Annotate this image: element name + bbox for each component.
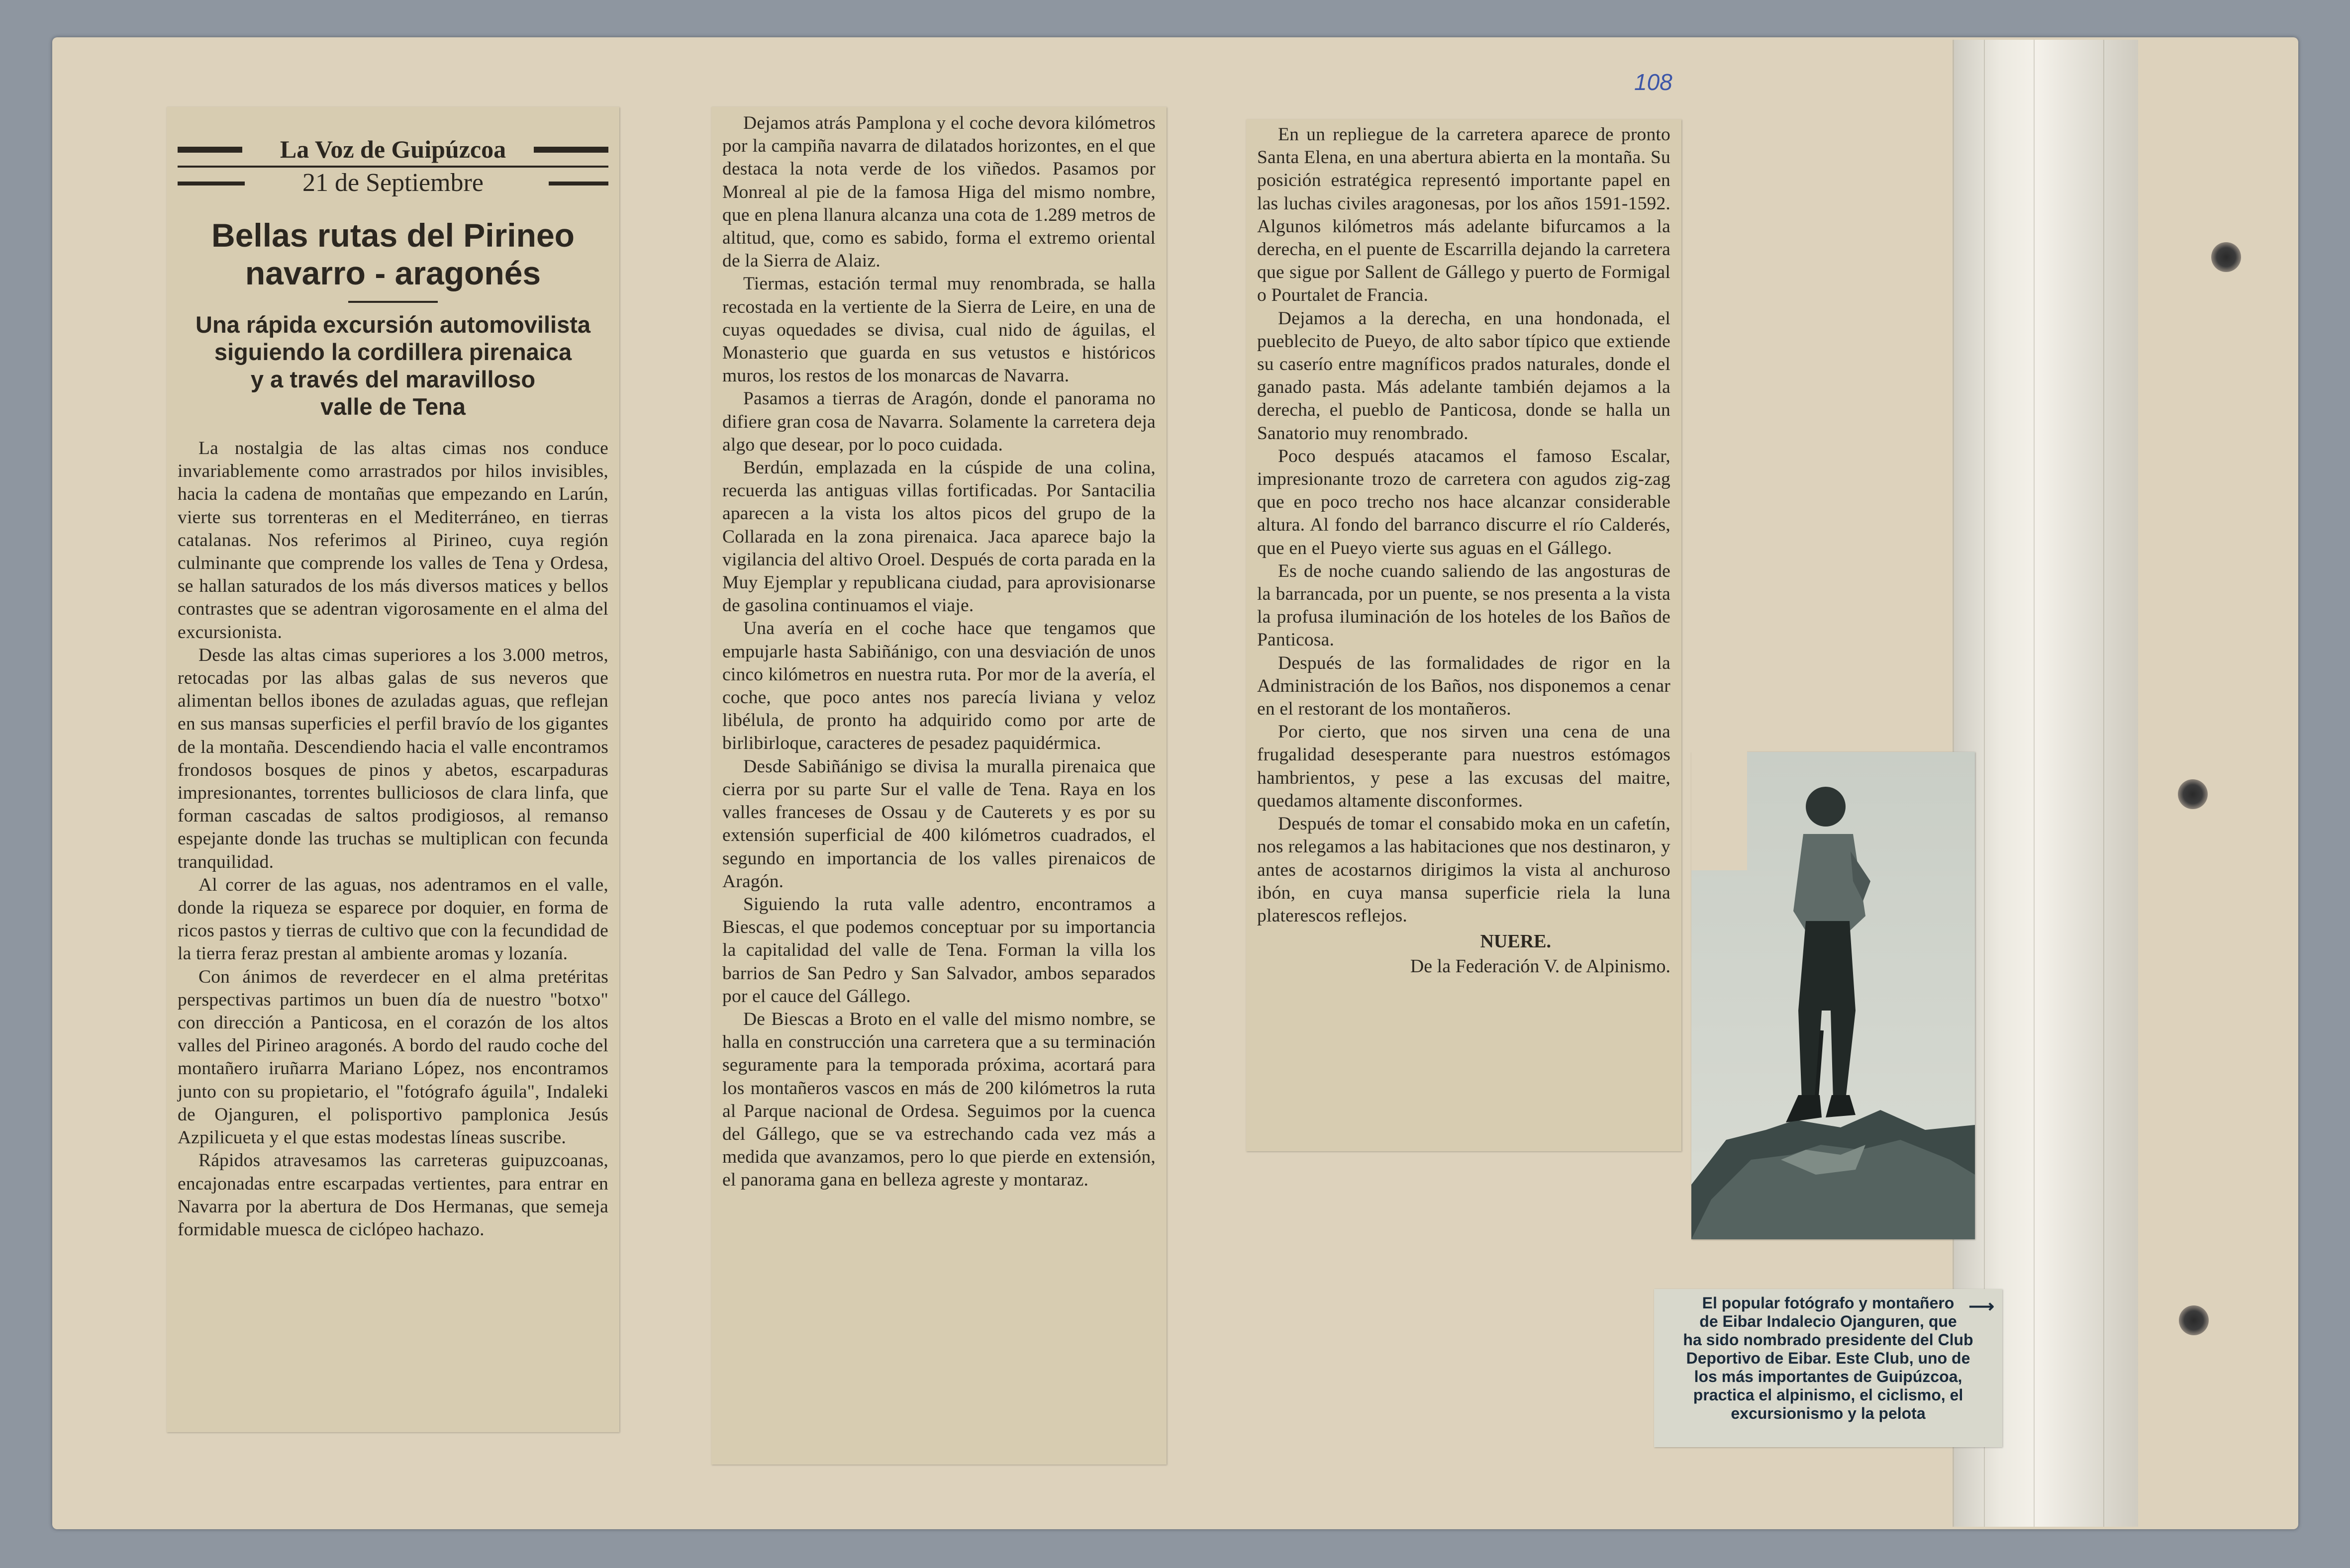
- headline-divider: [348, 301, 438, 303]
- article-paragraph: Después de tomar el consabido moka en un cafetín, nos relegamos a las habitaciones que nos destinaron, y antes de acostarnos dirigimos la vista al anchuroso ibón, en cuya mansa superficie riela la luna platerescos reflejos.: [1257, 814, 1670, 926]
- article-paragraph: La nostalgia de las altas cimas nos conduce invariablemente como arrastrados por hilos invisibles, hacia la cadena de montañas que empezando en Larún, vierte sus torrenteras en el Mediterráneo, en tierras catalanas. Nos referimos al Pirineo, cuya región culminante que comprende los valles de Tena y Ordesa, se hallan saturados de los más diversos matices y bellos contrastes que se adentran vigorosamente en el alma del excursionista.: [178, 438, 608, 643]
- article-author: NUERE.: [1480, 931, 1551, 952]
- newspaper-name: La Voz de Guipúzcoa: [271, 135, 515, 163]
- dateline-rule: [178, 182, 245, 185]
- article-subheadline: [178, 311, 608, 420]
- masthead-rule: [178, 147, 242, 153]
- headline-line: Bellas rutas del Pirineo: [211, 217, 575, 254]
- binder-hole: [2179, 1305, 2209, 1335]
- article-paragraph: Una avería en el coche hace que tengamos que empujarle hasta Sabiñánigo, con una desviación de unos cinco kilómetros en nuestra ruta. Por mor de la avería, el coche, que poco antes nos parecía liviana y veloz libélula, de pronto ha adquirido como por arte de birlibirloque, caracteres de pesadez paquidérmica.: [722, 618, 1156, 754]
- caption-line: excursionismo y la pelota: [1731, 1404, 1926, 1422]
- newspaper-clipping-column-2: [711, 107, 1167, 1465]
- article-paragraph: Después de las formalidades de rigor en la Administración de los Baños, nos disponemos a cenar en el restorant de los montañeros.: [1257, 652, 1670, 720]
- article-paragraph: Es de noche cuando saliendo de las angosturas de la barrancada, por un puente, se nos presenta a la vista la profusa iluminación de los hoteles de los Baños de Panticosa.: [1257, 560, 1670, 650]
- subhead-line: siguiendo la cordillera pirenaica: [214, 339, 572, 365]
- newspaper-dateline: [178, 169, 608, 197]
- binding-crease: [2034, 40, 2035, 1527]
- article-body-column-1: [178, 437, 608, 1241]
- author-affiliation: De la Federación V. de Alpinismo.: [1410, 956, 1670, 977]
- caption-line: El popular fotógrafo y montañero: [1702, 1294, 1955, 1312]
- article-paragraph: Berdún, emplazada en la cúspide de una colina, recuerda las antiguas villas fortificadas. Por Santacilia aparecen a la vista los altos picos del grupo de la Collarada en la zona pirenaica. Jaca aparece bajo la vigilancia del altivo Oroel. Después de corta parada en la Muy Ejemplar y republicana ciudad, para aprovisionarse de gasolina continuamos el viaje.: [722, 458, 1156, 616]
- headline-line: navarro - aragonés: [245, 255, 541, 291]
- page-number: 108: [1634, 69, 1672, 95]
- dateline-rule: [549, 182, 608, 185]
- article-paragraph: Rápidos atravesamos las carreteras guipuzcoanas, encajonadas entre escarpadas vertientes, para entrar en Navarra por la abertura de Dos Hermanas, que semeja formidable muesca de ciclópeo hachazo.: [178, 1150, 608, 1240]
- subhead-line: valle de Tena: [320, 393, 466, 420]
- article-paragraph: En un repliegue de la carretera aparece de pronto Santa Elena, en una abertura abierta en la montaña. Su posición estratégica representó importante papel en las luchas civiles aragonesas, por los años 1591-1592. Algunos kilómetros más adelante bifurcamos a la derecha, en el puente de Escarrilla dejando la carretera que sigue por Sallent de Gállego y puerto de Formigal o Pourtalet de Francia.: [1257, 124, 1670, 306]
- caption-line: Deportivo de Eibar. Este Club, uno de: [1686, 1349, 1970, 1367]
- article-paragraph: Tiermas, estación termal muy renombrada, se halla recostada en la vertiente de la Sierra de Leire, en una de cuyas oquedades se divisa, cual nido de águilas, el Monasterio que guarda en sus vetustos e históricos muros, los restos de los monarcas de Navarra.: [722, 274, 1156, 386]
- dateline-rule: [178, 166, 608, 168]
- article-paragraph: Dejamos a la derecha, en una hondonada, el pueblecito de Pueyo, de alto sabor típico que extiende su caserío entre magníficos prados naturales, donde el ganado pasta. Más adelante también dejamos a la derecha, el pueblo de Panticosa, donde se halla un Sanatorio muy renombrado.: [1257, 308, 1670, 444]
- article-paragraph: Poco después atacamos el famoso Escalar, impresionante trozo de carretera con agudos zig-zag que en poco trecho nos hace alcanzar considerable altura. Al fondo del barranco discurre el río Calderés, que en el Pueyo vierte sus aguas en el Gállego.: [1257, 446, 1670, 558]
- newspaper-clipping-column-3: [1246, 119, 1681, 1151]
- article-paragraph: Siguiendo la ruta valle adentro, encontramos a Biescas, el que podemos conceptuar por su importancia la capitalidad del valle de Tena. Forman la villa los barrios de San Pedro y San Salvador, ambos separados por el cauce del Gállego.: [722, 894, 1156, 1007]
- binder-hole: [2178, 779, 2208, 809]
- masthead-rule: [534, 147, 608, 153]
- caption-line: ha sido nombrado presidente del Club: [1683, 1331, 1973, 1349]
- newspaper-clipping-column-1: [167, 107, 619, 1432]
- article-paragraph: Desde las altas cimas superiores a los 3.000 metros, retocadas por las albas galas de sus neveros que alimentan bellos ibones de azuladas aguas, que reflejan en sus mansas superficies el perfil bravío de los gigantes de la montaña. Descendiendo hacia el valle encontramos frondosos bosques de pinos y abetos, escarpaduras impresionantes, torrentes bulliciosos de clara linfa, que forman cascadas de saltos prodigiosos, al remanso espejante donde las truchas se multiplican con fecunda tranquilidad.: [178, 645, 608, 872]
- caption-line: los más importantes de Guipúzcoa,: [1694, 1368, 1962, 1385]
- article-paragraph: De Biescas a Broto en el valle del mismo nombre, se halla en construcción una carretera que a su terminación seguramente para la temporada próxima, acortará para los montañeros vascos en más de 200 kilómetros la ruta al Parque nacional de Ordesa. Seguimos por la cuenca del Gállego, que se va estrechando cada vez más a medida que avanzamos, pero lo que pierde en extensión, el panorama gana en belleza agreste y montaraz.: [722, 1009, 1156, 1191]
- newspaper-masthead: [178, 136, 608, 163]
- article-paragraph: Dejamos atrás Pamplona y el coche devora kilómetros por la campiña navarra de dilatados horizontes, en el que destaca la nota verde de los viñedos. Pasamos por Monreal al pie de la famosa Higa del mismo nombre, que en plena llanura alcanza una cota de 1.289 metros de altitud, que, como es sabido, forma el extremo oriental de la Sierra de Alaiz.: [722, 113, 1156, 272]
- photo-cutout-corner: [1691, 751, 1747, 870]
- article-body-column-3: [1257, 119, 1670, 927]
- subhead-line: Una rápida excursión automovilista: [196, 311, 590, 338]
- article-headline: [178, 216, 608, 292]
- subhead-line: y a través del maravilloso: [250, 366, 536, 392]
- photo-caption: [1654, 1289, 2002, 1447]
- right-arrow-icon: ⟶: [1968, 1296, 1994, 1316]
- article-paragraph: Con ánimos de reverdecer en el alma pretéritas perspectivas partimos un buen día de nuestro "botxo" con dirección a Panticosa, en el corazón de los altos valles del Pirineo aragonés. A bordo del raudo coche del montañero iruñarra Mariano López, nos encontramos junto con su propietario, el "fotógrafo águila", Indaleki de Ojanguren, el polisportivo pamplonica Jesús Azpilicueta y el que estas modestas líneas suscribe.: [178, 966, 608, 1148]
- article-paragraph: Pasamos a tierras de Aragón, donde el panorama no difiere gran cosa de Navarra. Solamente la carretera deja algo que desear, por lo poco cuidada.: [722, 388, 1156, 455]
- caption-line: practica el alpinismo, el ciclismo, el: [1693, 1386, 1963, 1404]
- article-paragraph: Al correr de las aguas, nos adentramos en el valle, donde la riqueza se esparece por doquier, en forma de ricos pastos y tierras de cultivo que con la fecundidad de la tierra feraz prestan al ambiente aromas y lozanía.: [178, 874, 608, 964]
- article-paragraph: Desde Sabiñánigo se divisa la muralla pirenaica que cierra por su parte Sur el valle de Tena. Raya en los valles franceses de Ossau y de Cauterets y es por su extensión superficial de 400 kilómetros cuadrados, el segundo en importancia de los valles pirenaicos de Aragón.: [722, 756, 1156, 892]
- article-body-column-2: [722, 107, 1156, 1192]
- article-paragraph: Por cierto, que nos sirven una cena de una frugalidad desesperante para nuestros estómagos hambrientos, y pese a las excusas del maitre, quedamos altamente disconformes.: [1257, 722, 1670, 811]
- newspaper-date: 21 de Septiembre: [294, 169, 491, 197]
- binding-crease: [2103, 40, 2104, 1527]
- binder-hole: [2211, 242, 2241, 272]
- caption-line: de Eibar Indalecio Ojanguren, que: [1699, 1312, 1957, 1330]
